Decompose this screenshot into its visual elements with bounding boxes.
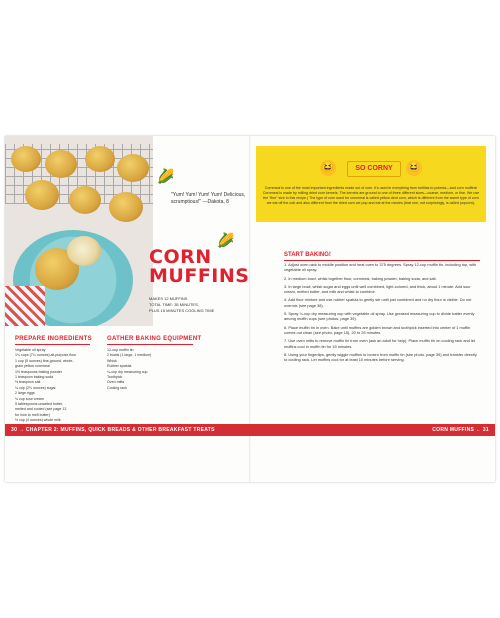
laughing-emoji-icon: 😆 — [406, 160, 422, 176]
ingredient-item: grain yellow cornmeal — [15, 364, 50, 369]
banner-text: Cornmeal is one of the most important ingredients made out of corn. It's used in everything from tortillas to polenta—and corn muffins! Cornmeal is made by milling dried corn kernels. The kernels are ground to one of three different sizes—coarse, medium, or fine. We use the "fine" size in this recipe.) The type of corn used for cornmeal is called yellow dent corn, which is different from the sweet type of corn we eat off the cob and also different from the dried corn we pop and eat at the movies (that one, not surprisingly, is called popcorn). — [262, 186, 480, 205]
left-footer: 30 → CHAPTER 2: MUFFINS, QUICK BREADS & OTHER BREAKFAST TREATS — [11, 427, 215, 433]
recipe-step: 1. Adjust oven rack to middle position and heat oven to 375 degrees. Spray 12-cup muffin tin, including top, with vegetable oil spray. — [284, 262, 477, 273]
steps-list — [284, 262, 480, 365]
striped-cloth — [5, 286, 45, 326]
recipe-yield: MAKES 12 MUFFINS — [149, 296, 188, 301]
muffins-photo — [5, 136, 153, 326]
recipe-total-time: TOTAL TIME: 35 MINUTES, — [149, 302, 199, 307]
equipment-item: 12-cup muffin tin — [107, 348, 134, 352]
ingredients-divider — [15, 344, 90, 345]
ingredient-item: ½ teaspoon salt — [15, 380, 41, 385]
recipe-step: 7. Use oven mitts to remove muffin tin from oven (ask an adult for help). Place muffin tin on cooling rack and let muffins cool in muffin tin for 15 minutes. — [284, 338, 476, 349]
ingredients-list — [15, 348, 95, 424]
banner-title: SO CORNY — [347, 161, 401, 177]
recipe-meta — [149, 296, 249, 314]
recipe-step: 8. Using your fingertips, gently wiggle muffins to loosen from muffin tin (see photo, page 39) and transfer directly to cooling rack. Let muffins cool for at least 10 minutes before serving. — [284, 351, 477, 363]
equipment-item: 2 bowls (1 large, 1 medium) — [107, 353, 152, 358]
equipment-item: Cooling rack — [107, 385, 127, 390]
ingredient-item: melted and cooled (see page 13 — [15, 407, 67, 412]
equipment-item: Whisk — [107, 358, 117, 363]
ingredient-item: ¾ cup (2⅓ ounces) sugar — [15, 385, 56, 390]
equipment-item: ¼-cup dry measuring cup — [107, 369, 148, 374]
start-baking-heading: START BAKING! — [284, 252, 331, 258]
corn-icon: 🌽 — [217, 232, 235, 248]
ingredient-item: 5 tablespoons unsalted butter, — [15, 402, 63, 407]
ingredient-item: 1¼ cups (7¼ ounces) all-purpose flour — [15, 353, 77, 358]
ingredient-item: for how to melt butter) — [15, 412, 50, 417]
equipment-item: Rubber spatula — [107, 364, 132, 369]
recipe-step: 5. Spray ¼-cup dry measuring cup with vegetable oil spray. Use greased measuring cup to divide batter evenly among muffin cups (see photos, page 39). — [284, 311, 475, 322]
ingredient-item: 1½ teaspoons baking powder — [15, 369, 62, 374]
recipe-title: CORN MUFFINS — [149, 246, 250, 287]
right-footer: CORN MUFFINS ← 31 — [432, 427, 489, 433]
ingredient-item: Vegetable oil spray — [15, 348, 46, 352]
equipment-heading: GATHER BAKING EQUIPMENT — [107, 336, 202, 342]
recipe-step: 3. In large bowl, whisk sugar and eggs until well combined, light-colored, and thick, about 1 minute. Add sour cream, melted butter, and milk and whisk to combine. — [284, 283, 471, 295]
recipe-step: 2. In medium bowl, whisk together flour, cornmeal, baking powder, baking soda, and salt. — [284, 275, 437, 281]
recipe-step: 4. Add flour mixture and use rubber spatula to gently stir until just combined and no dry flour is visible. Do not overmix (see page 38). — [284, 297, 472, 308]
book-spread — [5, 136, 495, 482]
recipe-cooling-time: PLUS 15 MINUTES COOLING TIME — [149, 308, 215, 313]
ingredients-heading: PREPARE INGREDIENTS — [15, 336, 92, 342]
ingredient-item: ¾ cup sour cream — [15, 396, 44, 401]
footer-bar — [5, 424, 495, 436]
kid-quote: "Yum! Yum! Yum! Yum! Delicious, scrumptious!" —Dakota, 8 — [171, 192, 246, 205]
start-divider — [284, 260, 480, 261]
equipment-divider — [107, 344, 193, 345]
equipment-list — [107, 348, 193, 391]
ingredient-item: ½ cup (4 ounces) whole milk — [15, 418, 61, 423]
ingredient-item: 1 cup (5 ounces) fine-ground, whole- — [15, 358, 74, 363]
laughing-emoji-icon: 😆 — [320, 160, 336, 176]
so-corny-banner — [256, 146, 486, 222]
recipe-step: 6. Place muffin tin in oven. Bake until muffins are golden brown and toothpick inserted into center of 1 muffin comes out clean (see photo, page 15), 20 to 25 minutes. — [284, 324, 470, 335]
equipment-item: Oven mitts — [107, 380, 125, 385]
ingredient-item: 1 teaspoon baking soda — [15, 375, 54, 380]
equipment-item: Toothpick — [107, 375, 123, 380]
corn-icon: 🌽 — [157, 168, 175, 184]
ingredient-item: 2 large eggs — [15, 391, 35, 396]
